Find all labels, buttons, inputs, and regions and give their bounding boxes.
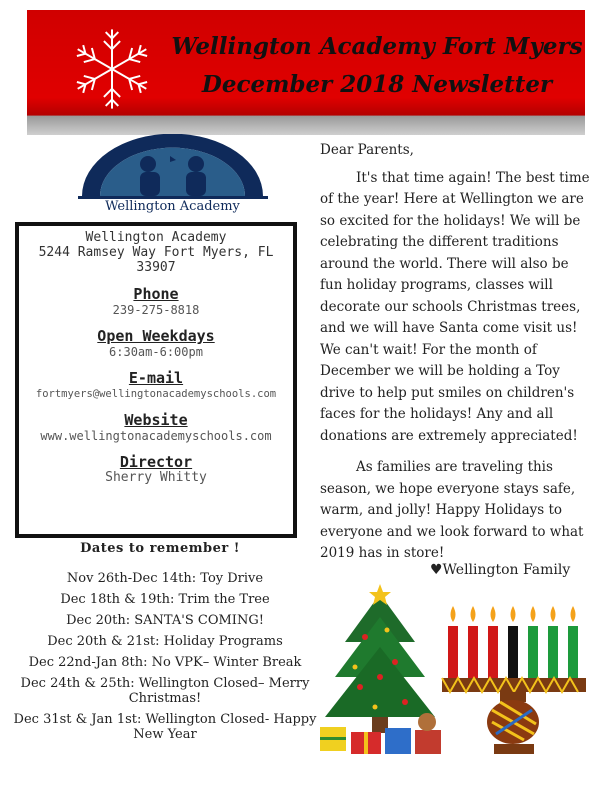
website-value: www.wellingtonacademyschools.com <box>40 429 272 443</box>
list-item: Dec 20th: SANTA'S COMING! <box>66 613 264 628</box>
list-item: Dec 24th & 25th: Wellington Closed– Merry Christmas! <box>20 676 310 706</box>
christmas-tree-icon <box>315 582 445 762</box>
snowflake-icon <box>67 24 157 114</box>
hours-heading: Open Weekdays <box>97 327 215 345</box>
phone-value: 239-275-8818 <box>112 303 200 317</box>
letter-signoff: ♥Wellington Family <box>430 562 571 578</box>
email-heading: E-mail <box>128 369 184 387</box>
list-item: Dec 31st & Jan 1st: Wellington Closed- Happy New Year <box>13 712 317 742</box>
letter-body <box>320 140 595 565</box>
school-name: Wellington Academy <box>85 230 227 245</box>
school-address: 5244 Ramsey Way Fort Myers, FL 33907 <box>38 245 274 275</box>
hours-value: 6:30am-6:00pm <box>109 345 203 359</box>
dates-title: Dates to remember ! <box>80 541 240 556</box>
list-item: Nov 26th-Dec 14th: Toy Drive <box>66 571 264 586</box>
director-heading: Director <box>119 453 193 471</box>
director-value: Sherry Whitty <box>105 470 207 485</box>
letter-paragraph: It's that time again! The best time of the year! Here at Wellington we are so excited for the holidays! We will be celebrating the different traditions around the world. There will also be fun holiday programs, classes will decorate our schools Christmas trees, and we will have Santa come visit us! We can't wait! For the month of December we will be holding a Toy drive to help put smiles on children's faces for the holidays! Any and all donations are extremely appreciated! <box>320 169 590 444</box>
list-item: Dec 22nd-Jan 8th: No VPK– Winter Break <box>28 655 302 670</box>
kinara-icon <box>440 598 590 758</box>
letter-greeting: Dear Parents, <box>320 142 414 158</box>
email-value: fortmyers@wellingtonacademyschools.com <box>35 388 277 400</box>
contact-info-box <box>15 222 297 538</box>
list-item: Dec 18th & 19th: Trim the Tree <box>60 592 270 607</box>
header-banner <box>27 10 585 135</box>
letter-paragraph: As families are traveling this season, we hope everyone stays safe, warm, and jolly! Happy Holidays to everyone and we look forward to what 2019 has in store! <box>320 459 584 561</box>
phone-heading: Phone <box>133 285 179 303</box>
website-heading: Website <box>124 411 188 429</box>
newsletter-title: Wellington Academy Fort Myers December 2018 Newsletter <box>171 33 583 98</box>
dates-list <box>12 571 318 748</box>
logo-label: Wellington Academy <box>105 199 240 214</box>
list-item: Dec 20th & 21st: Holiday Programs <box>47 634 283 649</box>
